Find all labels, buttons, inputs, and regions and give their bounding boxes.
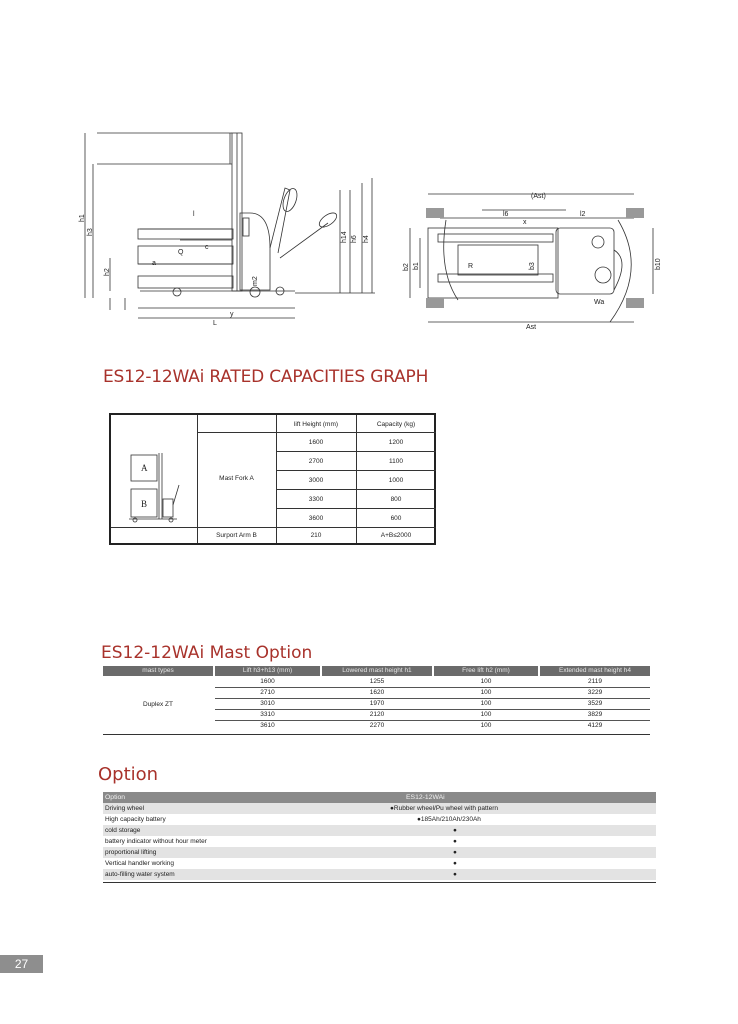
- mast-cell-lowered: 2270: [369, 722, 385, 729]
- mast-type-cell: Duplex ZT: [143, 701, 173, 708]
- diagram-label-b: B: [141, 499, 148, 509]
- support-arm-label: Surport Arm B: [216, 532, 257, 539]
- svg-text:h6: h6: [351, 235, 358, 243]
- option-row-label: cold storage: [105, 827, 141, 834]
- mast-cell-lift: 3610: [260, 722, 275, 729]
- support-arm-height: 210: [310, 532, 322, 539]
- mast-cell-extended: 3529: [587, 700, 603, 707]
- option-row-label: Vertical handler working: [105, 860, 175, 867]
- mast-cell-free: 100: [480, 711, 492, 718]
- cap-row-capacity: 600: [390, 515, 402, 522]
- col-header-capacity: Capacity (kg): [376, 421, 416, 428]
- option-row-label: Driving wheel: [105, 805, 145, 812]
- svg-text:b2: b2: [403, 263, 410, 271]
- svg-text:m2: m2: [252, 276, 259, 286]
- mast-cell-extended: 3229: [587, 689, 603, 696]
- capacity-table: [109, 413, 436, 545]
- mast-fork-label: Mast Fork A: [219, 475, 254, 482]
- mast-cell-lowered: 1620: [369, 689, 385, 696]
- option-row-label: battery indicator without hour meter: [105, 838, 207, 845]
- svg-text:l2: l2: [580, 211, 586, 218]
- mast-header-types: mast types: [103, 666, 213, 676]
- option-row: [103, 869, 656, 880]
- mast-cell-free: 100: [480, 722, 492, 729]
- capacity-diagram-icon: [127, 449, 187, 525]
- page-number: 27: [0, 955, 43, 973]
- option-row-label: auto-filling water system: [105, 871, 175, 878]
- mast-header-lowered: Lowered mast height h1: [322, 666, 432, 676]
- svg-text:Wa: Wa: [594, 299, 605, 306]
- svg-text:(Ast): (Ast): [531, 193, 546, 200]
- mast-cell-free: 100: [480, 700, 492, 707]
- cap-row-height: 3300: [308, 496, 324, 503]
- top-view-drawing: [398, 190, 676, 330]
- svg-text:h2: h2: [104, 268, 111, 276]
- option-row-value: ●: [453, 871, 457, 878]
- capacity-graph-title: ES12-12WAi RATED CAPACITIES GRAPH: [103, 367, 429, 387]
- cap-row-height: 3000: [308, 477, 324, 484]
- svg-text:b3: b3: [529, 262, 536, 270]
- svg-text:h14: h14: [341, 231, 348, 243]
- option-header-model: ES12-12WAi: [406, 794, 445, 801]
- svg-text:h3: h3: [87, 228, 94, 236]
- mast-cell-extended: 2119: [588, 678, 602, 685]
- svg-text:b1: b1: [413, 262, 420, 270]
- svg-text:h4: h4: [363, 235, 370, 243]
- mast-option-table: [103, 666, 650, 735]
- option-row-label: proportional lifting: [105, 849, 157, 856]
- mast-cell-free: 100: [480, 689, 492, 696]
- mast-cell-extended: 3829: [587, 711, 603, 718]
- cap-row-height: 3600: [308, 515, 324, 522]
- mast-cell-lift: 2710: [260, 689, 275, 696]
- option-row-value: ●185Ah/210Ah/230Ah: [417, 816, 481, 823]
- cap-row-capacity: 1000: [388, 477, 404, 484]
- mast-header-extended: Extended mast height h4: [540, 666, 650, 676]
- mast-cell-lift: 3310: [260, 711, 275, 718]
- svg-text:Ast: Ast: [526, 324, 537, 331]
- option-row-value: ●: [453, 838, 457, 845]
- option-title: Option: [98, 764, 159, 785]
- mast-cell-lift: 3010: [260, 700, 275, 707]
- option-row: [103, 825, 656, 836]
- mast-header-lift: Lift h3+h13 (mm): [215, 666, 320, 676]
- svg-text:L: L: [213, 320, 217, 327]
- cap-row-capacity: 1200: [388, 439, 404, 446]
- option-row: [103, 803, 656, 814]
- option-row: [103, 814, 656, 825]
- svg-text:b10: b10: [655, 258, 662, 270]
- svg-text:Q: Q: [178, 249, 184, 256]
- svg-text:h1: h1: [79, 214, 86, 222]
- option-table: [103, 792, 656, 884]
- mast-cell-lowered: 2120: [369, 711, 385, 718]
- svg-text:x: x: [523, 219, 527, 226]
- option-row-value: ●: [453, 860, 457, 867]
- option-row: [103, 858, 656, 869]
- option-header-row: [103, 792, 656, 803]
- cap-row-capacity: 1100: [389, 458, 403, 465]
- side-view-drawing: [80, 128, 380, 328]
- option-row-value: ●Rubber wheel/Pu wheel with pattern: [390, 805, 498, 812]
- svg-text:l: l: [193, 211, 195, 218]
- option-row: [103, 847, 656, 858]
- svg-text:a: a: [152, 260, 156, 267]
- mast-cell-lift: 1600: [260, 678, 275, 685]
- diagram-label-a: A: [141, 463, 148, 473]
- option-row-label: High capacity battery: [105, 816, 166, 823]
- svg-text:y: y: [230, 311, 234, 318]
- option-row-value: ●: [453, 827, 457, 834]
- cap-row-height: 2700: [308, 458, 324, 465]
- mast-cell-free: 100: [480, 678, 492, 685]
- support-arm-capacity: A+B≤2000: [380, 532, 412, 539]
- option-row-value: ●: [453, 849, 457, 856]
- col-header-lift-height: lift Height (mm): [293, 421, 339, 428]
- option-header-label: Option: [105, 794, 126, 801]
- mast-cell-lowered: 1970: [369, 700, 385, 707]
- svg-text:R: R: [468, 263, 474, 270]
- mast-cell-extended: 4129: [587, 722, 603, 729]
- mast-option-title: ES12-12WAi Mast Option: [101, 643, 313, 663]
- svg-text:l6: l6: [503, 211, 509, 218]
- mast-cell-lowered: 1255: [369, 678, 385, 685]
- option-row: [103, 836, 656, 847]
- cap-row-height: 1600: [308, 439, 324, 446]
- mast-header-free-lift: Free lift h2 (mm): [434, 666, 538, 676]
- svg-text:c: c: [205, 244, 209, 251]
- cap-row-capacity: 800: [390, 496, 402, 503]
